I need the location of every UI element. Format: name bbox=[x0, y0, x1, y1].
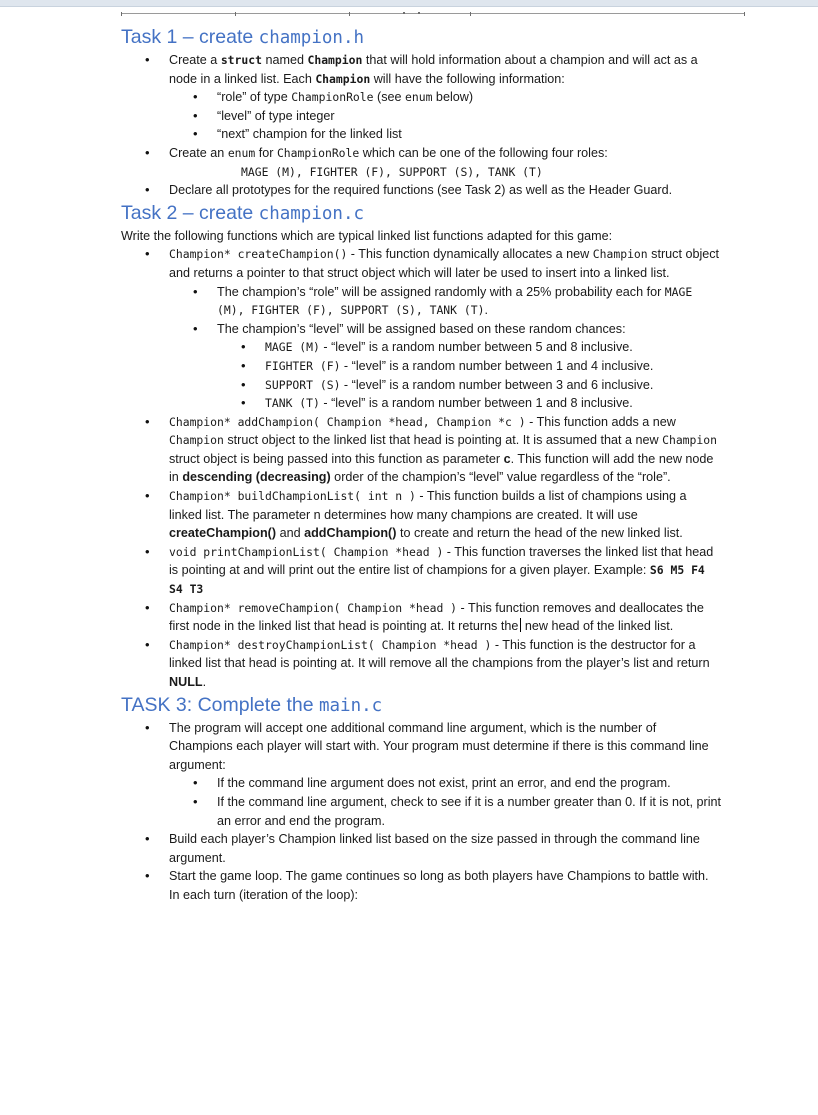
ruler-tick bbox=[470, 12, 471, 16]
list-item: • SUPPORT (S) - “level” is a random number between 3 and 6 inclusive. bbox=[217, 376, 721, 395]
list-item: • MAGE (M) - “level” is a random number between 5 and 8 inclusive. bbox=[217, 338, 721, 357]
list-item: • The program will accept one additional command line argument, which is the number of Champions each player will start with. Your program must determine if there is this command line argument: • If the command line argument does not exist, print an error, and end the program. • If the command line argument, check to see if it is a number greater than 0. If it is not, print an error and end the program. bbox=[121, 719, 721, 831]
list-item: • FIGHTER (F) - “level” is a random number between 1 and 4 inclusive. bbox=[217, 357, 721, 376]
task3-heading: TASK 3: Complete the main.c bbox=[121, 693, 383, 716]
list-item: • Champion* destroyChampionList( Champion *head ) - This function is the destructor for a linked list that head is pointing at. It will remove all the champions from the player’s list and return NULL. bbox=[121, 636, 721, 692]
list-item: • void printChampionList( Champion *head ) - This function traverses the linked list that head is pointing at and will print out the entire list of champions for a given player. Example: S6 M5 F4 S4 T3 bbox=[121, 543, 721, 599]
task2-heading: Task 2 – create champion.c bbox=[121, 201, 365, 224]
list-item: • “level” of type integer bbox=[169, 107, 721, 126]
list-item: • If the command line argument, check to see if it is a number greater than 0. If it is not, print an error and end the program. bbox=[169, 793, 721, 830]
task2-intro: Write the following functions which are typical linked list functions adapted for this game: bbox=[121, 228, 613, 243]
list-item: • Champion* buildChampionList( int n ) - This function builds a list of champions using a linked list. The parameter n determines how many champions are created. It will use createChampion() and addChampion() to create and return the head of the new linked list. bbox=[121, 487, 721, 543]
list-item: • “role” of type ChampionRole (see enum below) bbox=[169, 88, 721, 107]
window-top-bar-edge bbox=[0, 6, 818, 7]
ruler-line bbox=[121, 13, 744, 14]
list-item: • Champion* removeChampion( Champion *head ) - This function removes and deallocates the first node in the linked list that head is pointing at. It returns the new head of the linked list. bbox=[121, 599, 721, 636]
document-body bbox=[121, 24, 721, 905]
ruler-tick bbox=[349, 12, 350, 16]
list-item: • Create an enum for ChampionRole which can be one of the following four roles: MAGE (M), FIGHTER (F), SUPPORT (S), TANK (T) bbox=[121, 144, 721, 181]
ruler-tick bbox=[121, 12, 122, 16]
list-item: • “next” champion for the linked list bbox=[169, 125, 721, 144]
list-item: • Build each player’s Champion linked list based on the size passed in through the command line argument. bbox=[121, 830, 721, 867]
list-item: • The champion’s “role” will be assigned randomly with a 25% probability each for MAGE (M), FIGHTER (F), SUPPORT (S), TANK (T). bbox=[169, 283, 721, 320]
list-item: • Create a struct named Champion that will hold information about a champion and will act as a node in a linked list. Each Champion will have the following information: • “role” of type ChampionRole (see enum below) • “level” of type integer • “next” champion for the linked list bbox=[121, 51, 721, 144]
ruler-tick bbox=[235, 12, 236, 16]
ruler-dot bbox=[403, 12, 405, 14]
list-item: • Champion* createChampion() - This function dynamically allocates a new Champion struct object and returns a pointer to that struct object which will later be used to insert into a linked list. • The champion’s “role” will be assigned randomly with a 25% probability each for MAGE (M), FIGHTER (F), SUPPORT (S), TANK (T). • The champion’s “level” will be assigned based on these random chances: • MAGE (M) - “level” is a random number between 5 and 8 inclusive. • FIGHTER (F) - “level” is a random number between 1 and 4 inclusive. • SUPPORT (S) - “level” is a random number between 3 and 6 inclusive. • TANK (T) - “level” is a random number between 1 and 8 inclusive. bbox=[121, 245, 721, 412]
sub-list bbox=[169, 774, 721, 830]
task1-list bbox=[121, 51, 721, 200]
sub-list bbox=[169, 88, 721, 144]
ruler-tick bbox=[744, 12, 745, 16]
sub-list bbox=[169, 283, 721, 413]
list-item: • TANK (T) - “level” is a random number between 1 and 8 inclusive. bbox=[217, 394, 721, 413]
list-item: • Declare all prototypes for the required functions (see Task 2) as well as the Header Guard. bbox=[121, 181, 721, 200]
task1-heading: Task 1 – create champion.h bbox=[121, 26, 365, 48]
list-item: • Champion* addChampion( Champion *head, Champion *c ) - This function adds a new Champion struct object to the linked list that head is pointing at. It is assumed that a new Champion struct object is being passed into this function as parameter c. This function will add the new node in descending (decreasing) order of the champion’s “level” value regardless of the “role”. bbox=[121, 413, 721, 487]
sub-sub-list bbox=[217, 338, 721, 412]
task2-list bbox=[121, 245, 721, 691]
list-item: • If the command line argument does not exist, print an error, and end the program. bbox=[169, 774, 721, 793]
task3-list bbox=[121, 719, 721, 905]
ruler-dot bbox=[418, 12, 420, 14]
list-item: • The champion’s “level” will be assigned based on these random chances: • MAGE (M) - “level” is a random number between 5 and 8 inclusive. • FIGHTER (F) - “level” is a random number between 1 and 4 inclusive. • SUPPORT (S) - “level” is a random number between 3 and 6 inclusive. • TANK (T) - “level” is a random number between 1 and 8 inclusive. bbox=[169, 320, 721, 413]
roles-line: MAGE (M), FIGHTER (F), SUPPORT (S), TANK (T) bbox=[241, 164, 543, 179]
list-item: • Start the game loop. The game continues so long as both players have Champions to battle with. In each turn (iteration of the loop): bbox=[121, 867, 721, 904]
